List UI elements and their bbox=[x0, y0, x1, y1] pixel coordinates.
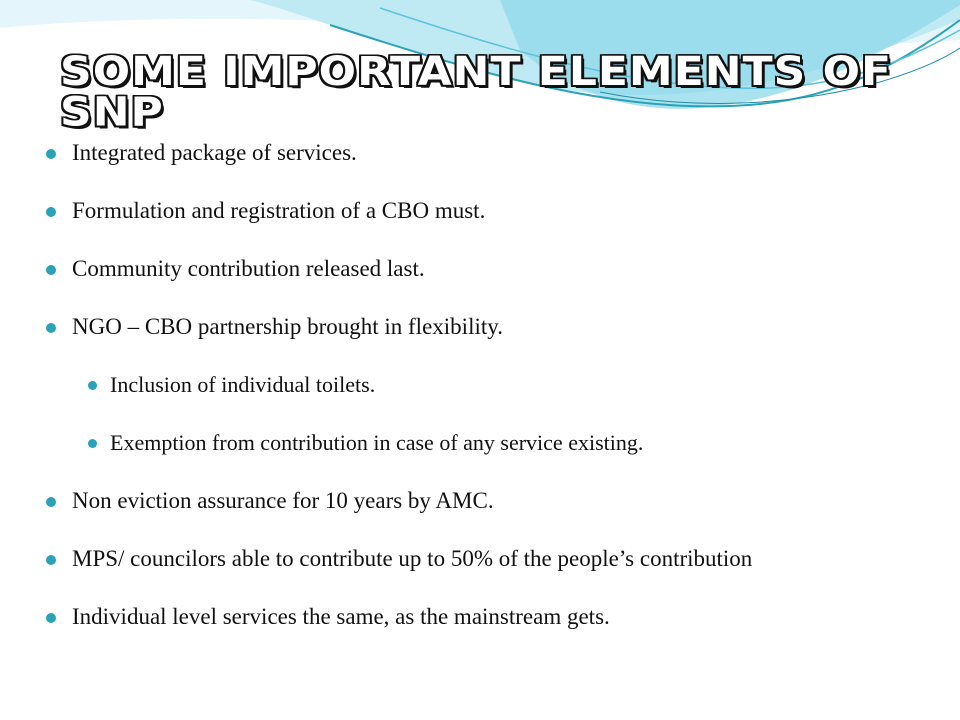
sub-bullet-item bbox=[0, 428, 832, 458]
bullet-text: Integrated package of services. bbox=[72, 140, 357, 165]
slide-title: SOME IMPORTANT ELEMENTS OF SNP bbox=[60, 48, 893, 136]
bullet-text: Inclusion of individual toilets. bbox=[110, 372, 376, 397]
bullet-item bbox=[0, 254, 832, 284]
bullet-item bbox=[0, 196, 832, 226]
bullet-text: Community contribution released last. bbox=[72, 256, 425, 281]
bullet-item bbox=[0, 138, 832, 168]
bullet-dot-icon bbox=[46, 207, 56, 217]
bullet-text: Formulation and registration of a CBO must. bbox=[72, 198, 486, 223]
bullet-text: Individual level services the same, as the mainstream gets. bbox=[72, 604, 610, 629]
bullet-item bbox=[0, 534, 832, 584]
bullet-item bbox=[0, 312, 832, 342]
bullet-item bbox=[0, 602, 832, 632]
bullet-list bbox=[0, 138, 832, 660]
bullet-dot-icon bbox=[46, 613, 56, 623]
sub-bullet-item bbox=[0, 370, 832, 400]
bullet-dot-icon bbox=[88, 439, 97, 448]
bullet-dot-icon bbox=[46, 323, 56, 333]
bullet-dot-icon bbox=[46, 149, 56, 159]
bullet-text: NGO – CBO partnership brought in flexibility. bbox=[72, 314, 503, 339]
bullet-text: MPS/ councilors able to contribute up to 50% of the people’s contribution bbox=[72, 546, 753, 571]
bullet-dot-icon bbox=[46, 555, 56, 565]
bullet-item bbox=[0, 486, 832, 516]
bullet-dot-icon bbox=[46, 497, 56, 507]
bullet-text: Exemption from contribution in case of any service existing. bbox=[110, 430, 644, 455]
bullet-text: Non eviction assurance for 10 years by AMC. bbox=[72, 488, 494, 513]
bullet-dot-icon bbox=[46, 265, 56, 275]
bullet-dot-icon bbox=[88, 381, 97, 390]
